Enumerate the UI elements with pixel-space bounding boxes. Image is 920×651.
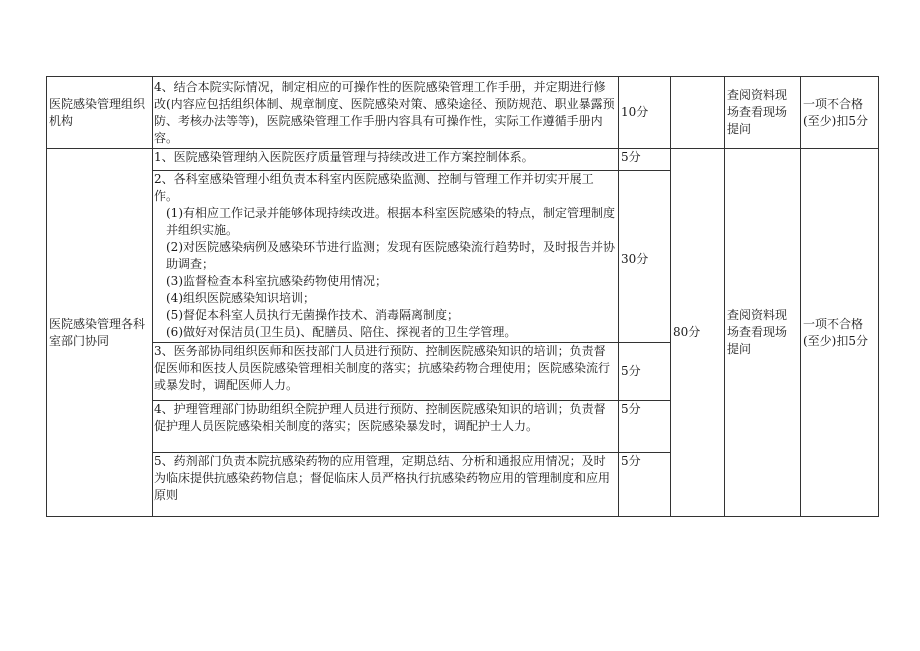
content-cell xyxy=(153,171,619,343)
total-cell xyxy=(671,77,725,149)
deduction-text: 一项不合格(至少)扣5分 xyxy=(803,316,868,348)
item-text: 1、医院感染管理纳入医院医疗质量管理与持续改进工作方案控制体系。 xyxy=(154,150,534,164)
total-text: 80分 xyxy=(673,325,701,339)
score-text: 5分 xyxy=(621,454,641,468)
method-text: 查阅资料现场查看现场提问 xyxy=(727,308,788,356)
content-cell xyxy=(153,343,619,401)
method-cell xyxy=(725,77,801,149)
sub-item-text: (3)监督检查本科室抗感染药物使用情况； xyxy=(166,274,387,288)
sub-item-text: (6)做好对保洁员(卫生员)、配膳员、陪住、探视者的卫生学管理。 xyxy=(166,325,517,339)
score-cell xyxy=(619,401,671,453)
sub-item-text: (4)组织医院感染知识培训； xyxy=(166,291,315,305)
deduction-cell xyxy=(801,149,879,517)
category-cell xyxy=(47,149,153,517)
score-cell xyxy=(619,453,671,517)
item-text: 5、药剂部门负责本院抗感染药物的应用管理，定期总结、分析和通报应用情况；及时为临床提供抗感染药物信息；督促临床人员严格执行抗感染药物应用的管理制度和应用原则 xyxy=(154,454,611,502)
content-cell xyxy=(153,149,619,171)
method-text: 查阅资料现场查看现场提问 xyxy=(727,88,788,136)
total-cell xyxy=(671,149,725,517)
table-row xyxy=(47,149,879,171)
content-text: 4、结合本院实际情况，制定相应的可操作性的医院感染管理工作手册，并定期进行修改(内容应包括组织体制、规章制度、医院感染对策、感染途径、预防规范、职业暴露预防、考核办法等等)，医院感染管理工作手册内容具有可操作性，实际工作遵循手册内容。 xyxy=(154,79,615,145)
table-row xyxy=(47,77,879,149)
category-text: 医院感染管理组织机构 xyxy=(49,96,146,128)
score-text: 5分 xyxy=(621,150,641,164)
score-text: 10分 xyxy=(621,105,649,119)
deduction-cell xyxy=(801,77,879,149)
deduction-text: 一项不合格(至少)扣5分 xyxy=(803,96,868,128)
content-cell xyxy=(153,453,619,517)
evaluation-table xyxy=(46,76,879,517)
item-text: 3、医务部协同组织医师和医技部门人员进行预防、控制医院感染知识的培训；负责督促医师和医技人员医院感染管理相关制度的落实；抗感染药物合理使用；医院感染流行或暴发时，调配医师人力。 xyxy=(154,344,611,392)
score-text: 30分 xyxy=(621,252,649,266)
score-cell xyxy=(619,77,671,149)
category-text: 医院感染管理各科室部门协同 xyxy=(49,316,146,348)
score-text: 5分 xyxy=(621,402,641,416)
item-text: 4、护理管理部门协助组织全院护理人员进行预防、控制医院感染知识的培训；负责督促护理人员医院感染相关制度的落实；医院感染暴发时，调配护士人力。 xyxy=(154,402,606,433)
category-cell xyxy=(47,77,153,149)
sub-item-text: (2)对医院感染病例及感染环节进行监测；发现有医院感染流行趋势时，及时报告并协助调查； xyxy=(166,240,616,271)
content-cell xyxy=(153,401,619,453)
content-cell xyxy=(153,77,619,149)
sub-item-text: (1)有相应工作记录并能够体现持续改进。根据本科室医院感染的特点，制定管理制度并组织实施。 xyxy=(166,206,616,237)
score-text: 5分 xyxy=(621,364,641,378)
score-cell xyxy=(619,171,671,343)
item-text: 2、各科室感染管理小组负责本科室内医院感染监测、控制与管理工作并切实开展工作。 xyxy=(154,172,594,203)
score-cell xyxy=(619,149,671,171)
sub-item-text: (5)督促本科室人员执行无菌操作技术、消毒隔离制度； xyxy=(166,308,460,322)
method-cell xyxy=(725,149,801,517)
score-cell xyxy=(619,343,671,401)
